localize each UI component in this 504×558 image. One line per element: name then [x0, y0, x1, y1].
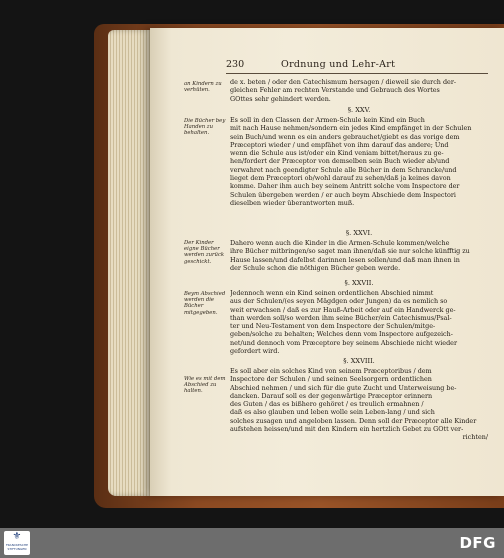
- header-rule: [226, 73, 488, 74]
- text-line: Hause lassen/und dafelbst darinnen lesen sollen/und daß man ihnen in: [230, 255, 460, 264]
- text-line: richten/: [462, 433, 488, 442]
- text-line: hen/fordert der Præceptor von demselben sein Buch wieder ab/und: [230, 157, 450, 166]
- crest-icon: ⚜: [12, 531, 22, 542]
- section-heading: §. XXV.: [347, 106, 371, 114]
- section-heading: §. XXVIII.: [343, 357, 375, 365]
- text-line: wenn die Schule aus ist/oder ein Kind veniam bittet/heraus zu ge-: [230, 149, 444, 158]
- text-line: than werden soll/so werden ihm seine Bücher/ein Catechismus/Psal-: [230, 313, 452, 322]
- text-line: Abschied nehmen / und sich für die gute Zucht und Unterweisung be-: [230, 383, 457, 392]
- text-line: weit erwachsen / daß es zur Hauß-Arbeit oder auf ein Handwerck ge-: [230, 305, 456, 314]
- text-line: solches zusagen und angeloben lassen. Denn soll der Præceptor alle Kinder: [230, 416, 477, 425]
- text-line: dancken. Darauf soll es der gegenwärtige Præceptor erinnern: [230, 391, 433, 400]
- margin-note: Der Kinder eigne Bücher werden zurück geschickt.: [184, 240, 225, 265]
- page-number: 230: [226, 59, 245, 70]
- text-line: ter und Neu-Testament von dem Inspectore der Schulen/mitge-: [230, 322, 436, 331]
- text-line: gefordert wird.: [230, 347, 280, 356]
- text-line: Præceptori wieder / und empfähet von ihm darauf das andere; Und: [230, 140, 449, 149]
- margin-note: Beym Abschied werden die Bücher mitgegeben.: [184, 291, 226, 316]
- text-line: dieselben wieder überantworten muß.: [230, 198, 355, 207]
- text-line: Es soll in den Classen der Armen-Schule kein Kind ein Buch: [230, 116, 425, 124]
- text-line: geben/solche zu behalten; Welches denn vom Inspectore aufgezeich-: [230, 330, 453, 339]
- section-heading: §. XXVI.: [345, 229, 373, 237]
- text-line: daß es also glauben und leben wolle sein Leben-lang / und sich: [230, 408, 435, 417]
- section-paragraph: [230, 239, 488, 272]
- text-line: ihre Bücher mitbringen/so saget man ihnen/daß sie nur solche künfftig zu: [230, 247, 470, 256]
- text-line: Dahero wenn auch die Kinder in die Armen-Schule kommen/welche: [230, 239, 450, 247]
- franckesche-stiftungen-logo[interactable]: [4, 531, 30, 555]
- margin-note: Wie es mit dem Abschied zu halten.: [184, 376, 226, 395]
- text-line: mit nach Hause nehmen/sondern ein jedes Kind empfänget in der Schulen: [230, 124, 472, 133]
- running-header: [226, 59, 488, 73]
- text-line: gleichen Fehler am rechten Verstande und Gebrauch des Wortes: [230, 86, 440, 95]
- text-line: Schulen übergeben werden / er auch beym Abschiede dem Inspectori: [230, 190, 456, 199]
- text-line: verwahret nach geendigter Schule alle Bücher in dem Schrancke/und: [230, 165, 457, 174]
- text-line: Inspectore der Schulen / und seinen Seelsorgern ordentlichen: [230, 375, 432, 384]
- section-paragraph: [230, 367, 488, 442]
- logo-label: FRANCKESCHE STIFTUNGEN: [5, 543, 29, 551]
- text-line: aufstehen heissen/und mit den Kindern ein hertzlich Gebet zu GOtt ver-: [230, 425, 464, 434]
- text-line: sein Buch/und wenn es ein anders gebrauchet/giebt es das vorige dem: [230, 132, 460, 141]
- margin-note: Die Bücher bey Handen zu behalten.: [184, 118, 226, 137]
- section-heading: §. XXVII.: [344, 279, 374, 287]
- text-line: net/und dennoch vom Præceptore bey seinem Abschiede nicht wieder: [230, 338, 457, 347]
- section-paragraph: [230, 289, 488, 355]
- text-line: Es soll aber ein solches Kind von seinem Præceptoribus / dem: [230, 367, 432, 375]
- text-line: lieget dem Præceptori ob/wohl darauf zu sehen/daß ja keines davon: [230, 174, 451, 183]
- viewer-footer: [0, 528, 504, 558]
- text-line: der Schule schon die nöthigen Bücher geben werde.: [230, 263, 401, 272]
- text-line: des Guten / das es bißhero gehöret / es treulich ermahnen /: [230, 400, 424, 409]
- intro-paragraph: [230, 78, 488, 103]
- text-line: aus der Schulen/(es seyen Mägdgen oder Jungen) da es nemlich so: [230, 297, 448, 306]
- section-paragraph: [230, 116, 488, 207]
- margin-note: an Kindern zu verhüten.: [184, 81, 222, 94]
- text-line: komme. Daher ihm auch bey seinem Antritt solche vom Inspectore der: [230, 182, 460, 191]
- text-line: Jedennoch wenn ein Kind seinen ordentlichen Abschied nimmt: [230, 289, 434, 297]
- text-line: de x. beten / oder den Catechismum hersagen / dieweil sie durch der-: [230, 78, 457, 86]
- text-line: GOttes sehr gehindert werden.: [230, 94, 331, 103]
- running-title: Ordnung und Lehr-Art: [281, 59, 396, 70]
- dfg-logo[interactable]: DFG: [459, 534, 496, 552]
